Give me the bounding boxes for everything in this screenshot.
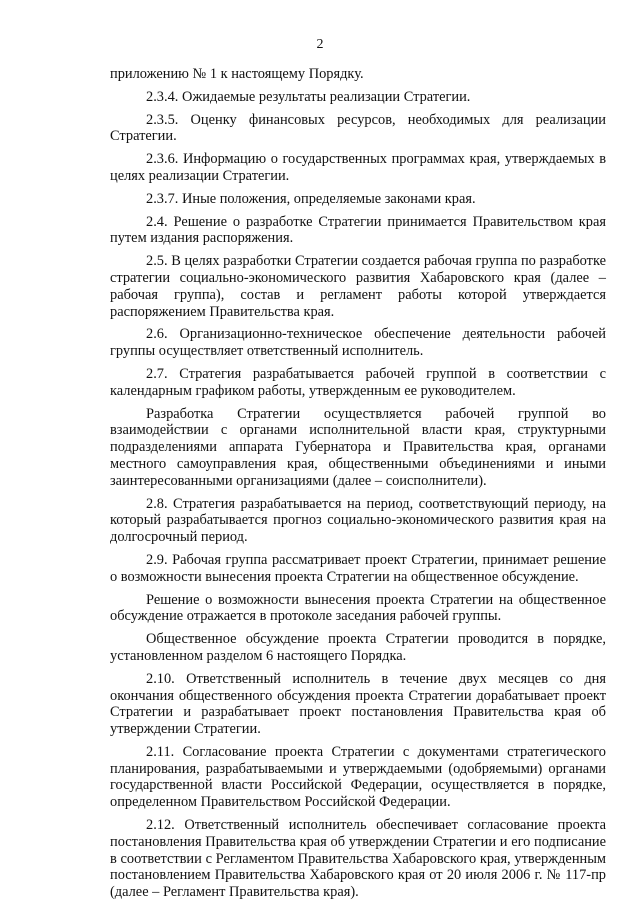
paragraph-2-11: 2.11. Согласование проекта Стратегии с документами стратегического планирования, разрабатываемыми и утверждаемыми (одобряемыми) органами государственной власти Российской Федерации, осуществляется в порядке, определенном Правительством Российской Федерации. [110, 743, 606, 811]
paragraph-2-6: 2.6. Организационно-техническое обеспечение деятельности рабочей группы осуществляет ответственный исполнитель. [110, 326, 606, 360]
page-number: 2 [316, 37, 324, 52]
paragraph-2-9-decision: Решение о возможности вынесения проекта Стратегии на общественное обсуждение отражается в протоколе заседания рабочей группы. [110, 591, 606, 625]
paragraph-continuation: приложению № 1 к настоящему Порядку. [110, 66, 364, 82]
paragraph-2-3-7: 2.3.7. Иные положения, определяемые законами края. [146, 190, 476, 207]
document-body [110, 66, 606, 907]
paragraph-2-3-4: 2.3.4. Ожидаемые результаты реализации Стратегии. [146, 88, 471, 105]
paragraph-2-10: 2.10. Ответственный исполнитель в течение двух месяцев со дня окончания общественного обсуждения проекта Стратегии дорабатывает проект Стратегии и разрабатывает проект постановления Правительства края об утверждении Стратегии. [110, 670, 606, 738]
paragraph-2-3-5: 2.3.5. Оценку финансовых ресурсов, необходимых для реализации Стратегии. [110, 111, 606, 145]
paragraph-2-12: 2.12. Ответственный исполнитель обеспечивает согласование проекта постановления Правительства края об утверждении Стратегии и его подписание в соответствии с Регламентом Правительства Хабаровского края, утвержденным постановлением Правительства Хабаровского края от 20 июля 2006 г. № 117-пр (далее – Регламент Правительства края). [110, 817, 606, 901]
paragraph-2-5: 2.5. В целях разработки Стратегии создается рабочая группа по разработке стратегии социально-экономического развития Хабаровского края (далее – рабочая группа), состав и регламент работы которой утверждается распоряжением Правительства края. [110, 253, 606, 320]
paragraph-2-8: 2.8. Стратегия разрабатывается на период, соответствующий периоду, на который разрабатывается прогноз социально-экономического развития края на долгосрочный период. [110, 495, 606, 546]
paragraph-2-3-6: 2.3.6. Информацию о государственных программах края, утверждаемых в целях реализации Стратегии. [110, 151, 606, 184]
paragraph-2-9: 2.9. Рабочая группа рассматривает проект Стратегии, принимает решение о возможности вынесения проекта Стратегии на общественное обсуждение. [110, 551, 606, 585]
paragraph-2-7-development: Разработка Стратегии осуществляется рабочей группой во взаимодействии с органами исполнительной власти края, структурными подразделениями аппарата Губернатора и Правительства края, органами местного самоуправления края, общественными объединениями и иными заинтересованными организациями (далее – соисполнители). [110, 405, 606, 489]
paragraph-2-7: 2.7. Стратегия разрабатывается рабочей группой в соответствии с календарным графиком работы, утвержденным ее руководителем. [110, 365, 606, 399]
paragraph-2-4: 2.4. Решение о разработке Стратегии принимается Правительством края путем издания распоряжения. [110, 213, 606, 247]
paragraph-2-9-discussion: Общественное обсуждение проекта Стратегии проводится в порядке, установленном разделом 6 настоящего Порядка. [110, 631, 606, 664]
